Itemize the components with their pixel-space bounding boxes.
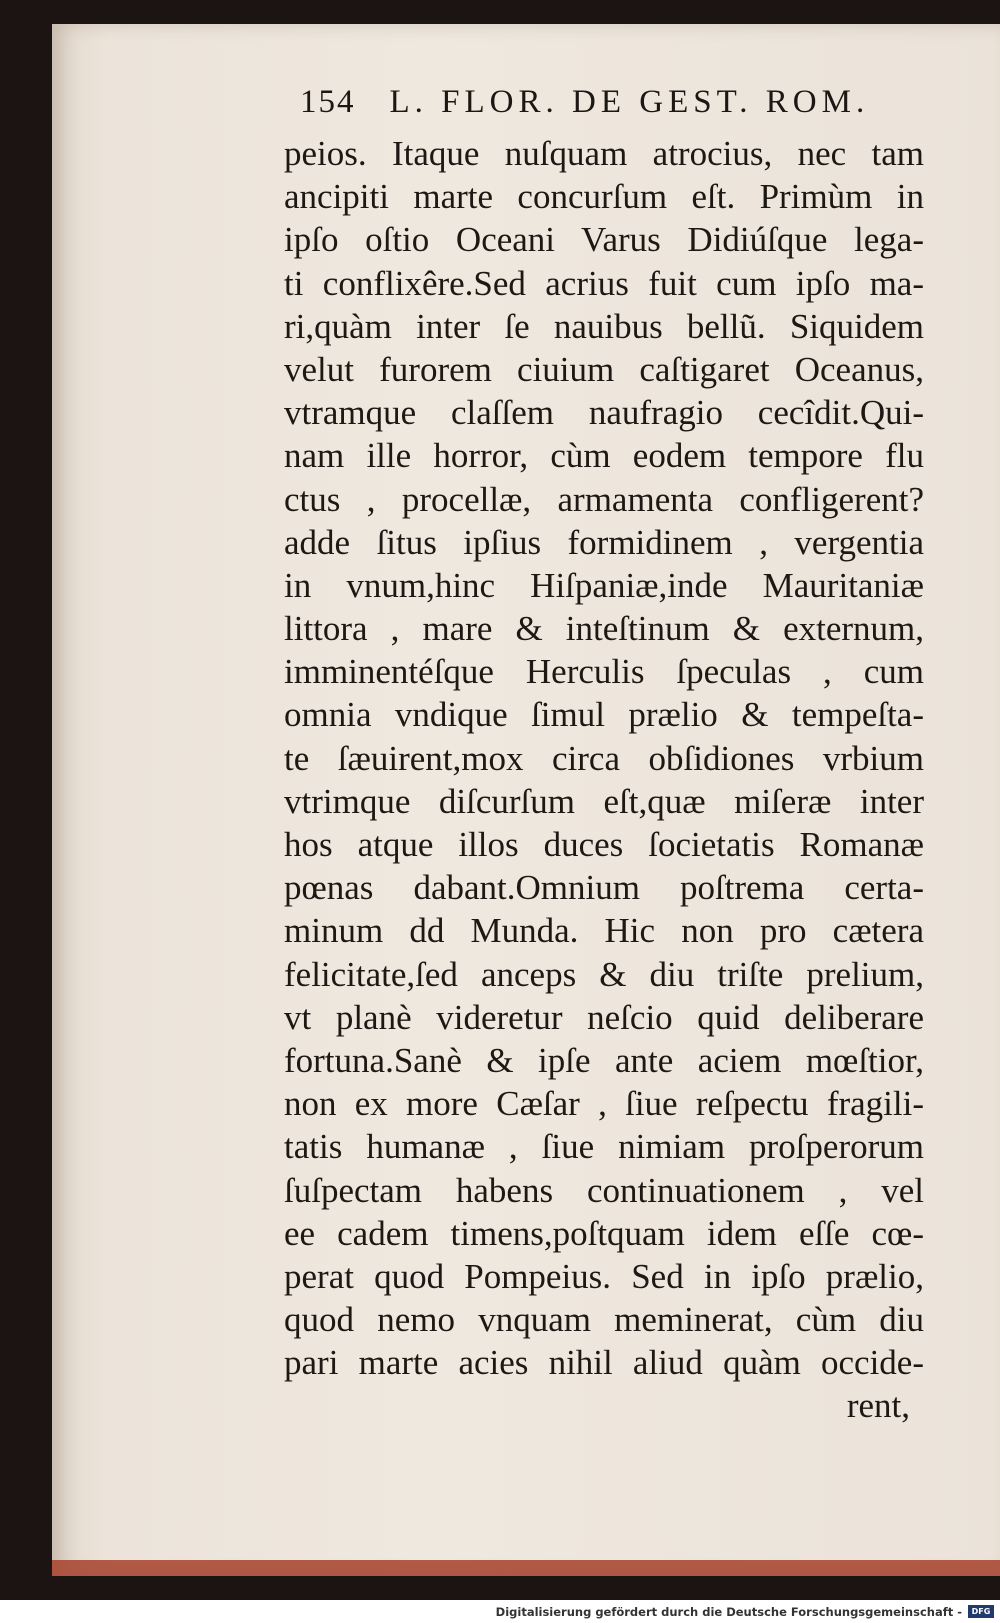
text-line: te ſæuirent,mox circa obſidiones vrbium xyxy=(284,738,924,778)
running-head xyxy=(300,84,920,130)
digitization-footer xyxy=(0,1600,1000,1623)
text-line: ee cadem timens,poſtquam idem eſſe cœ- xyxy=(284,1213,924,1253)
text-line: adde ſitus ipſius formidinem , vergentia xyxy=(284,522,924,562)
text-line: vt planè videretur neſcio quid deliberare xyxy=(284,997,924,1037)
text-line: vtramque claſſem naufragio cecîdit.Qui- xyxy=(284,393,924,433)
text-line: in vnum,hinc Hiſpaniæ,inde Mauritaniæ xyxy=(284,565,924,605)
text-line: omnia vndique ſimul prælio & tempeſta- xyxy=(284,695,924,735)
text-line: minum dd Munda. Hic non pro cætera xyxy=(284,911,924,951)
text-line: vtrimque diſcurſum eſt,quæ miſeræ inter xyxy=(284,781,924,821)
text-line: peios. Itaque nuſquam atrocius, nec tam xyxy=(284,134,924,173)
text-line: pari marte acies nihil aliud quàm occide- xyxy=(284,1343,924,1383)
text-line: ctus , procellæ, armamenta confligerent? xyxy=(284,479,924,519)
text-line: fortuna.Sanè & ipſe ante aciem mœſtior, xyxy=(284,1040,924,1080)
running-title: L. FLOR. DE GEST. ROM. xyxy=(389,84,870,120)
text-line: ri,quàm inter ſe nauibus bellũ. Siquidem xyxy=(284,306,924,346)
text-line: ti conflixêre.Sed acrius fuit cum ipſo ma- xyxy=(284,263,924,303)
text-line: nam ille horror, cùm eodem tempore flu xyxy=(284,436,924,476)
page-number: 154 xyxy=(300,84,356,120)
text-line: non ex more Cæſar , ſiue reſpectu fragili- xyxy=(284,1084,924,1124)
text-line: perat quod Pompeius. Sed in ipſo prælio, xyxy=(284,1256,924,1296)
text-line: littora , mare & inteſtinum & externum, xyxy=(284,609,924,649)
text-line: imminentéſque Herculis ſpeculas , cum xyxy=(284,652,924,692)
text-line: ſuſpectam habens continuationem , vel xyxy=(284,1170,924,1210)
dfg-logo-icon: DFG xyxy=(968,1605,994,1618)
catchword: rent, xyxy=(846,1386,910,1426)
text-line: ancipiti marte concurſum eſt. Primùm in xyxy=(284,177,924,217)
text-line: pœnas dabant.Omnium poſtrema certa- xyxy=(284,868,924,908)
text-line: felicitate,ſed anceps & diu triſte prelium, xyxy=(284,954,924,994)
text-line: quod nemo vnquam meminerat, cùm diu xyxy=(284,1300,924,1340)
text-line: hos atque illos duces ſocietatis Romanæ xyxy=(284,825,924,864)
text-line: velut furorem ciuium caſtigaret Oceanus, xyxy=(284,349,924,389)
footer-credit: Digitalisierung gefördert durch die Deutsche Forschungsgemeinschaft - xyxy=(495,1604,962,1619)
text-line: tatis humanæ , ſiue nimiam proſperorum xyxy=(284,1127,924,1167)
text-line: ipſo oſtio Oceani Varus Didiúſque lega- xyxy=(284,220,924,260)
body-text xyxy=(284,132,924,1428)
page-bottom-edge xyxy=(52,1560,1000,1576)
